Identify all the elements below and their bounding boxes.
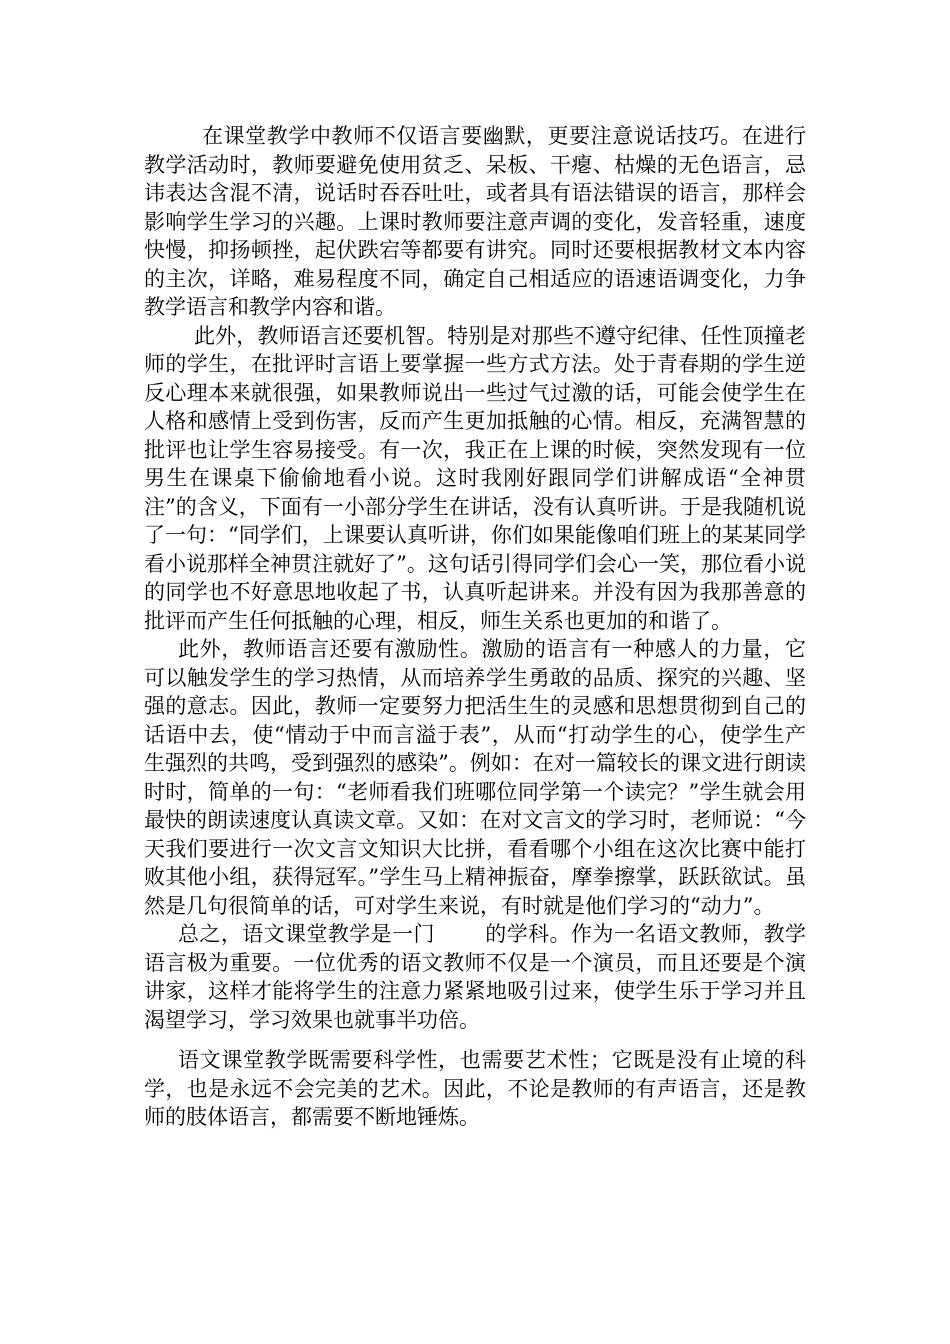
paragraph-speaking-skills: 在课堂教学中教师不仅语言要幽默，更要注意说话技巧。在进行教学活动时，教师要避免使用贫乏、呆板、干瘪、枯燥的无色语言，忌讳表达含混不清，说话时吞吞吐吐，或者具有语法错误的语言，那样会影响学生学习的兴趣。上课时教师要注意声调的变化，发音轻重，速度快慢，抑扬顿挫，起伏跌宕等都要有讲究。同时还要根据教材文本内容的主次，详略，难易程度不同，确定自己相适应的语速语调变化，力争教学语言和教学内容和谐。 <box>144 124 806 319</box>
main-text-block <box>144 122 806 1034</box>
summary-text-after-gap: 的学科。作为一名语文教师，教学语言极为重要。一位优秀的语文教师不仅是一个演员，而且还要是个演讲家，这样才能将学生的注意力紧紧地吸引过来，使学生乐于学习并且渴望学习，学习效果也就事半功倍。 <box>144 922 807 1032</box>
paragraph-language-encouragement: 此外，教师语言还要有激励性。激励的语言有一种感人的力量，它可以触发学生的学习热情，从而培养学生勇敢的品质、探究的兴趣、坚强的意志。因此，教师一定要努力把活生生的灵感和思想贯彻到自己的话语中去，使“情动于中而言溢于表”，从而“打动学生的心，使学生产生强烈的共鸣，受到强烈的感染”。例如：在对一篇较长的课文进行朗读时时，简单的一句：“老师看我们班哪位同学第一个读完？”学生就会用最快的朗读速度认真读文章。又如：在对文言文的学习时，老师说：“今天我们要进行一次文言文知识大比拼，看看哪个小组在这次比赛中能打败其他小组，获得冠军。”学生马上精神振奋，摩拳擦掌，跃跃欲试。虽然是几句很简单的话，可对学生来说，有时就是他们学习的“动力”。 <box>144 637 806 918</box>
paragraph-closing: 语文课堂教学既需要科学性，也需要艺术性；它既是没有止境的科学，也是永远不会完美的艺术。因此，不论是教师的有声语言，还是教师的肢体语言，都需要不断地锤炼。 <box>144 1048 806 1129</box>
summary-text-before-gap: 总之，语文课堂教学是一门 <box>178 922 435 946</box>
closing-text-block <box>144 1046 806 1132</box>
paragraph-summary <box>144 920 806 1034</box>
paragraph-language-wit: 此外，教师语言还要机智。特别是对那些不遵守纪律、任性顶撞老师的学生，在批评时言语上要掌握一些方式方法。处于青春期的学生逆反心理本来就很强，如果教师说出一些过气过激的话，可能会使学生在人格和感情上受到伤害，反而产生更加抵触的心情。相反，充满智慧的批评也让学生容易接受。有一次，我正在上课的时候，突然发现有一位男生在课桌下偷偷地看小说。这时我刚好跟同学们讲解成语“全神贯注”的含义，下面有一小部分学生在讲话，没有认真听讲。于是我随机说了一句：“同学们，上课要认真听讲，你们如果能像咱们班上的某某同学看小说那样全神贯注就好了”。这句话引得同学们会心一笑，那位看小说的同学也不好意思地收起了书，认真听起讲来。并没有因为我那善意的批评而产生任何抵触的心理，相反，师生关系也更加的和谐了。 <box>144 323 806 633</box>
